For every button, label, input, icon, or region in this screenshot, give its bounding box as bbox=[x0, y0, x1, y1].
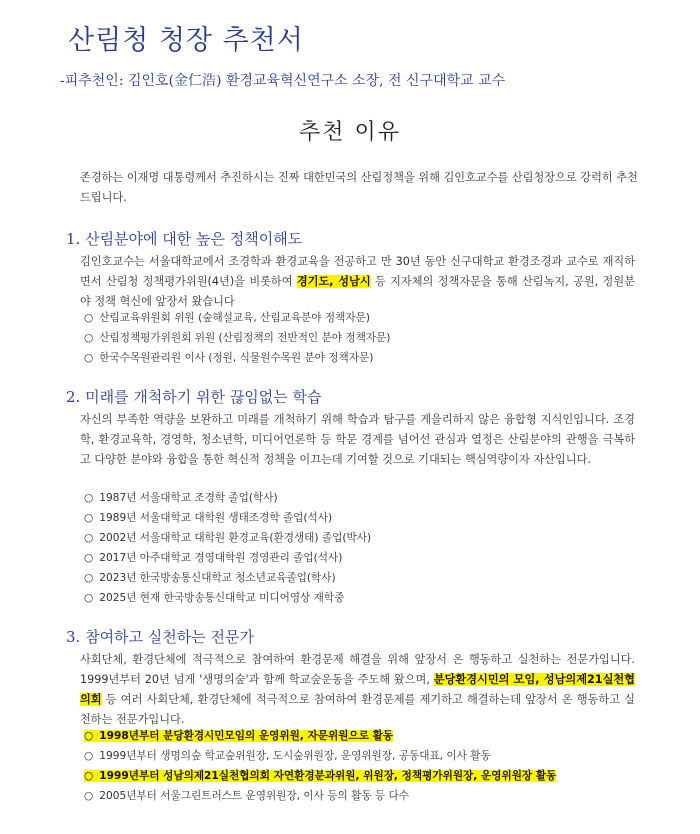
list-item bbox=[84, 726, 556, 746]
section-3-list bbox=[84, 726, 556, 806]
intro-paragraph: 존경하는 이재명 대통령께서 추진하시는 진짜 대한민국의 산림정책을 위해 김인호교수를 산림청장으로 강력히 추천드립니다. bbox=[80, 171, 638, 204]
circle-bullet-icon: ○ bbox=[84, 552, 94, 564]
list-item bbox=[84, 548, 371, 568]
section-3-text-end: 등 여러 사회단체, 환경단체에 적극적으로 참여하여 환경문제를 제기하고 해결하는데 앞장서 온 행동하고 실천하는 전문가입니다. bbox=[80, 693, 635, 726]
circle-bullet-icon: ○ bbox=[84, 750, 94, 762]
list-item-text: 1998년부터 분당환경시민모임의 운영위원, 자문위원으로 활동 bbox=[99, 730, 394, 742]
section-1-highlight: 경기도, 성남시 bbox=[296, 275, 371, 288]
list-item bbox=[84, 508, 371, 528]
circle-bullet-icon: ○ bbox=[84, 592, 94, 604]
circle-bullet-icon: ○ bbox=[84, 770, 94, 782]
list-item-text: 2005년부터 서울그린트러스트 운영위원장, 이사 등의 활동 등 다수 bbox=[99, 790, 409, 802]
highlighted-item bbox=[84, 770, 556, 782]
section-1-heading: 1. 산림분야에 대한 높은 정책이해도 bbox=[66, 230, 303, 248]
list-item bbox=[84, 588, 371, 608]
section-2-heading: 2. 미래를 개척하기 위한 끊임없는 학습 bbox=[66, 388, 322, 406]
section-2-list bbox=[84, 488, 371, 608]
list-item-text: 1999년부터 생명의숲 학교숲위원장, 도시숲위원장, 운영위원장, 공동대표, 이사 활동 bbox=[99, 750, 491, 762]
circle-bullet-icon: ○ bbox=[84, 572, 94, 584]
section-3-highlight: 분당환경시민의 모임, 성남의제21실천협의회 bbox=[80, 673, 635, 706]
list-item bbox=[84, 328, 390, 348]
circle-bullet-icon: ○ bbox=[84, 730, 94, 742]
section-1-text-end: 등 지자체의 정책자문을 통해 산림녹지, 공원, 정원분야 정책 혁신에 앞장서 왔습니다 bbox=[80, 275, 635, 308]
section-3-heading: 3. 참여하고 실천하는 전문가 bbox=[66, 628, 255, 646]
section-3-text: 사회단체, 환경단체에 적극적으로 참여하여 환경문제 해결을 위해 앞장서 온 행동하고 실천하는 전문가입니다. 1999년부터 20년 넘게 '생명의숲'과 함께 학교숲운동을 주도해 왔으며, bbox=[80, 653, 635, 686]
circle-bullet-icon: ○ bbox=[84, 312, 94, 324]
section-1-text: 김인호교수는 서울대학교에서 조경학과 환경교육을 전공하고 만 30년 동안 신구대학교 환경조경과 교수로 재직하면서 산림청 정책평가위원(4년)을 비롯하여 bbox=[80, 255, 635, 288]
section-3-paragraph bbox=[80, 650, 635, 730]
list-item bbox=[84, 746, 556, 766]
section-2-paragraph: 자신의 부족한 역량을 보완하고 미래를 개척하기 위해 학습과 탐구를 게을리하지 않은 융합형 지식인입니다. 조경학, 환경교육학, 경영학, 청소년학, 미디어언론학 등 학문 경계를 넘어선 관심과 열정은 산림분야의 관행을 극복하고 다양한 분야와 융합을 통한 혁신적 정책을 이끄는데 기여할 것으로 기대되는 핵심역량이자 자산입니다. bbox=[80, 413, 635, 466]
circle-bullet-icon: ○ bbox=[84, 512, 94, 524]
list-item-text: 산림교육위원회 위원 (숲해설교육, 산림교육분야 정책자문) bbox=[99, 312, 370, 324]
list-item-text: 2017년 아주대학교 경영대학원 경영관리 졸업(석사) bbox=[99, 552, 343, 564]
list-item-text: 산림정책평가위원회 위원 (산림정책의 전반적인 분야 정책자문) bbox=[99, 332, 391, 344]
list-item-text: 2002년 서울대학교 대학원 환경교육(환경생태) 졸업(박사) bbox=[99, 532, 372, 544]
circle-bullet-icon: ○ bbox=[84, 532, 94, 544]
section-1-paragraph bbox=[80, 252, 635, 312]
section-1-list bbox=[84, 308, 390, 368]
list-item bbox=[84, 348, 390, 368]
circle-bullet-icon: ○ bbox=[84, 332, 94, 344]
list-item bbox=[84, 308, 390, 328]
list-item bbox=[84, 786, 556, 806]
list-item-text: 한국수목원관리원 이사 (정원, 식물원수목원 분야 정책자문) bbox=[99, 352, 374, 364]
circle-bullet-icon: ○ bbox=[84, 352, 94, 364]
circle-bullet-icon: ○ bbox=[84, 492, 94, 504]
list-item-text: 2025년 현재 한국방송통신대학교 미디어영상 재학중 bbox=[99, 592, 345, 604]
list-item bbox=[84, 528, 371, 548]
list-item-text: 1989년 서울대학교 대학원 생태조경학 졸업(석사) bbox=[99, 512, 333, 524]
list-item-text: 2023년 한국방송통신대학교 청소년교육졸업(학사) bbox=[99, 572, 336, 584]
list-item bbox=[84, 766, 556, 786]
list-item bbox=[84, 568, 371, 588]
list-item bbox=[84, 488, 371, 508]
circle-bullet-icon: ○ bbox=[84, 790, 94, 802]
recommendation-reason-heading: 추천 이유 bbox=[298, 120, 401, 145]
list-item-text: 1987년 서울대학교 조경학 졸업(학사) bbox=[99, 492, 278, 504]
document-title: 산림청 청장 추천서 bbox=[68, 25, 304, 56]
nominee-subtitle: -피추천인: 김인호(金仁浩) 환경교육혁신연구소 소장, 전 신구대학교 교수 bbox=[60, 73, 506, 89]
highlighted-item bbox=[84, 730, 393, 742]
list-item-text: 1999년부터 성남의제21실천협의회 자연환경분과위원, 위원장, 정책평가위원장, 운영위원장 활동 bbox=[99, 770, 557, 782]
